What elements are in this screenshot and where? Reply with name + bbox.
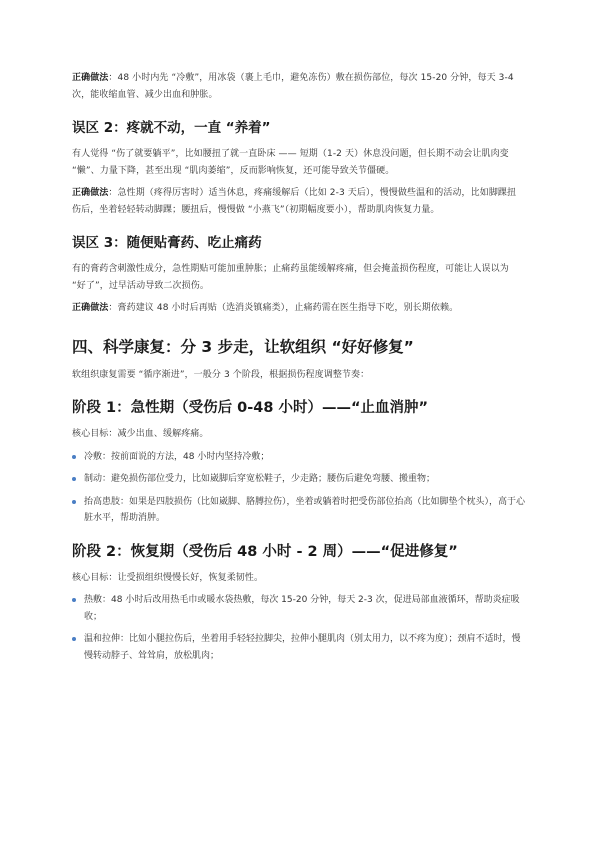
correct-method-paragraph-1 — [72, 70, 525, 103]
correct-method-paragraph-2 — [72, 185, 525, 218]
bullet-icon — [72, 477, 76, 481]
myth-3-paragraph: 有的膏药含刺激性成分，急性期贴可能加重肿胀；止痛药虽能缓解疼痛，但会掩盖损伤程度，可能让人误以为 “好了”，过早活动导致二次损伤。 — [72, 264, 509, 291]
myth-2-heading: 误区 2：疼就不动，一直 “养着” — [72, 120, 271, 136]
list-item: 冷敷：按前面说的方法，48 小时内坚持冷敷； — [72, 449, 525, 466]
correct-method-text: ：急性期（疼得厉害时）适当休息，疼痛缓解后（比如 2-3 天后），慢慢做些温和的活动，比如脚踝扭伤后，坐着轻轻转动脚踝；腰扭后，慢慢做 “小燕飞”（初期幅度要小），帮助肌肉恢复力量。 — [72, 188, 517, 215]
correct-method-text: ：48 小时内先 “冷敷”，用冰袋（裹上毛巾，避免冻伤）敷在损伤部位，每次 15-20 分钟，每天 3-4 次，能收缩血管、减少出血和肿胀。 — [72, 73, 514, 100]
correct-method-text: ：膏药建议 48 小时后再贴（选消炎镇痛类），止痛药需在医生指导下吃，别长期依赖。 — [108, 303, 459, 313]
bullet-icon — [72, 455, 76, 459]
correct-method-label: 正确做法 — [72, 188, 109, 198]
stage-1-heading: 阶段 1：急性期（受伤后 0-48 小时）——“止血消肿” — [72, 400, 429, 416]
stage-2-list — [72, 592, 525, 664]
bullet-icon — [72, 598, 76, 602]
list-item: 抬高患肢：如果是四肢损伤（比如崴脚、胳膊拉伤），坐着或躺着时把受伤部位抬高（比如脚垫个枕头），高于心脏水平，帮助消肿。 — [72, 494, 525, 527]
bullet-icon — [72, 637, 76, 641]
stage-2-goal: 核心目标：让受损组织慢慢长好，恢复柔韧性。 — [72, 572, 264, 583]
list-item: 制动：避免损伤部位受力，比如崴脚后穿宽松鞋子，少走路；腰伤后避免弯腰、搬重物； — [72, 471, 525, 488]
correct-method-label: 正确做法 — [72, 73, 109, 83]
bullet-icon — [72, 500, 76, 504]
correct-method-label: 正确做法 — [72, 303, 109, 313]
correct-method-paragraph-3 — [72, 300, 525, 317]
myth-2-paragraph: 有人觉得 “伤了就要躺平”，比如腰扭了就一直卧床 —— 短期（1-2 天）休息没问题，但长期不动会让肌肉变 “懒”、力量下降，甚至出现 “肌肉萎缩”，反而影响恢复，还可能导致关节僵硬。 — [72, 149, 509, 176]
myth-3-heading: 误区 3：随便贴膏药、吃止痛药 — [72, 235, 262, 251]
list-item: 热敷：48 小时后改用热毛巾或暖水袋热敷，每次 15-20 分钟，每天 2-3 次，促进局部血液循环，帮助炎症吸收； — [72, 592, 525, 625]
list-item: 温和拉伸：比如小腿拉伤后，坐着用手轻轻拉脚尖，拉伸小腿肌肉（别太用力，以不疼为度）；颈肩不适时，慢慢转动脖子、耸耸肩，放松肌肉； — [72, 631, 525, 664]
stage-2-heading: 阶段 2：恢复期（受伤后 48 小时 - 2 周）——“促进修复” — [72, 543, 458, 560]
section-4-intro: 软组织康复需要 “循序渐进”，一般分 3 个阶段，根据损伤程度调整节奏： — [72, 369, 370, 380]
section-4-heading: 四、科学康复：分 3 步走，让软组织 “好好修复” — [72, 337, 414, 356]
stage-1-list — [72, 449, 525, 527]
stage-1-goal: 核心目标：减少出血、缓解疼痛。 — [72, 429, 209, 439]
